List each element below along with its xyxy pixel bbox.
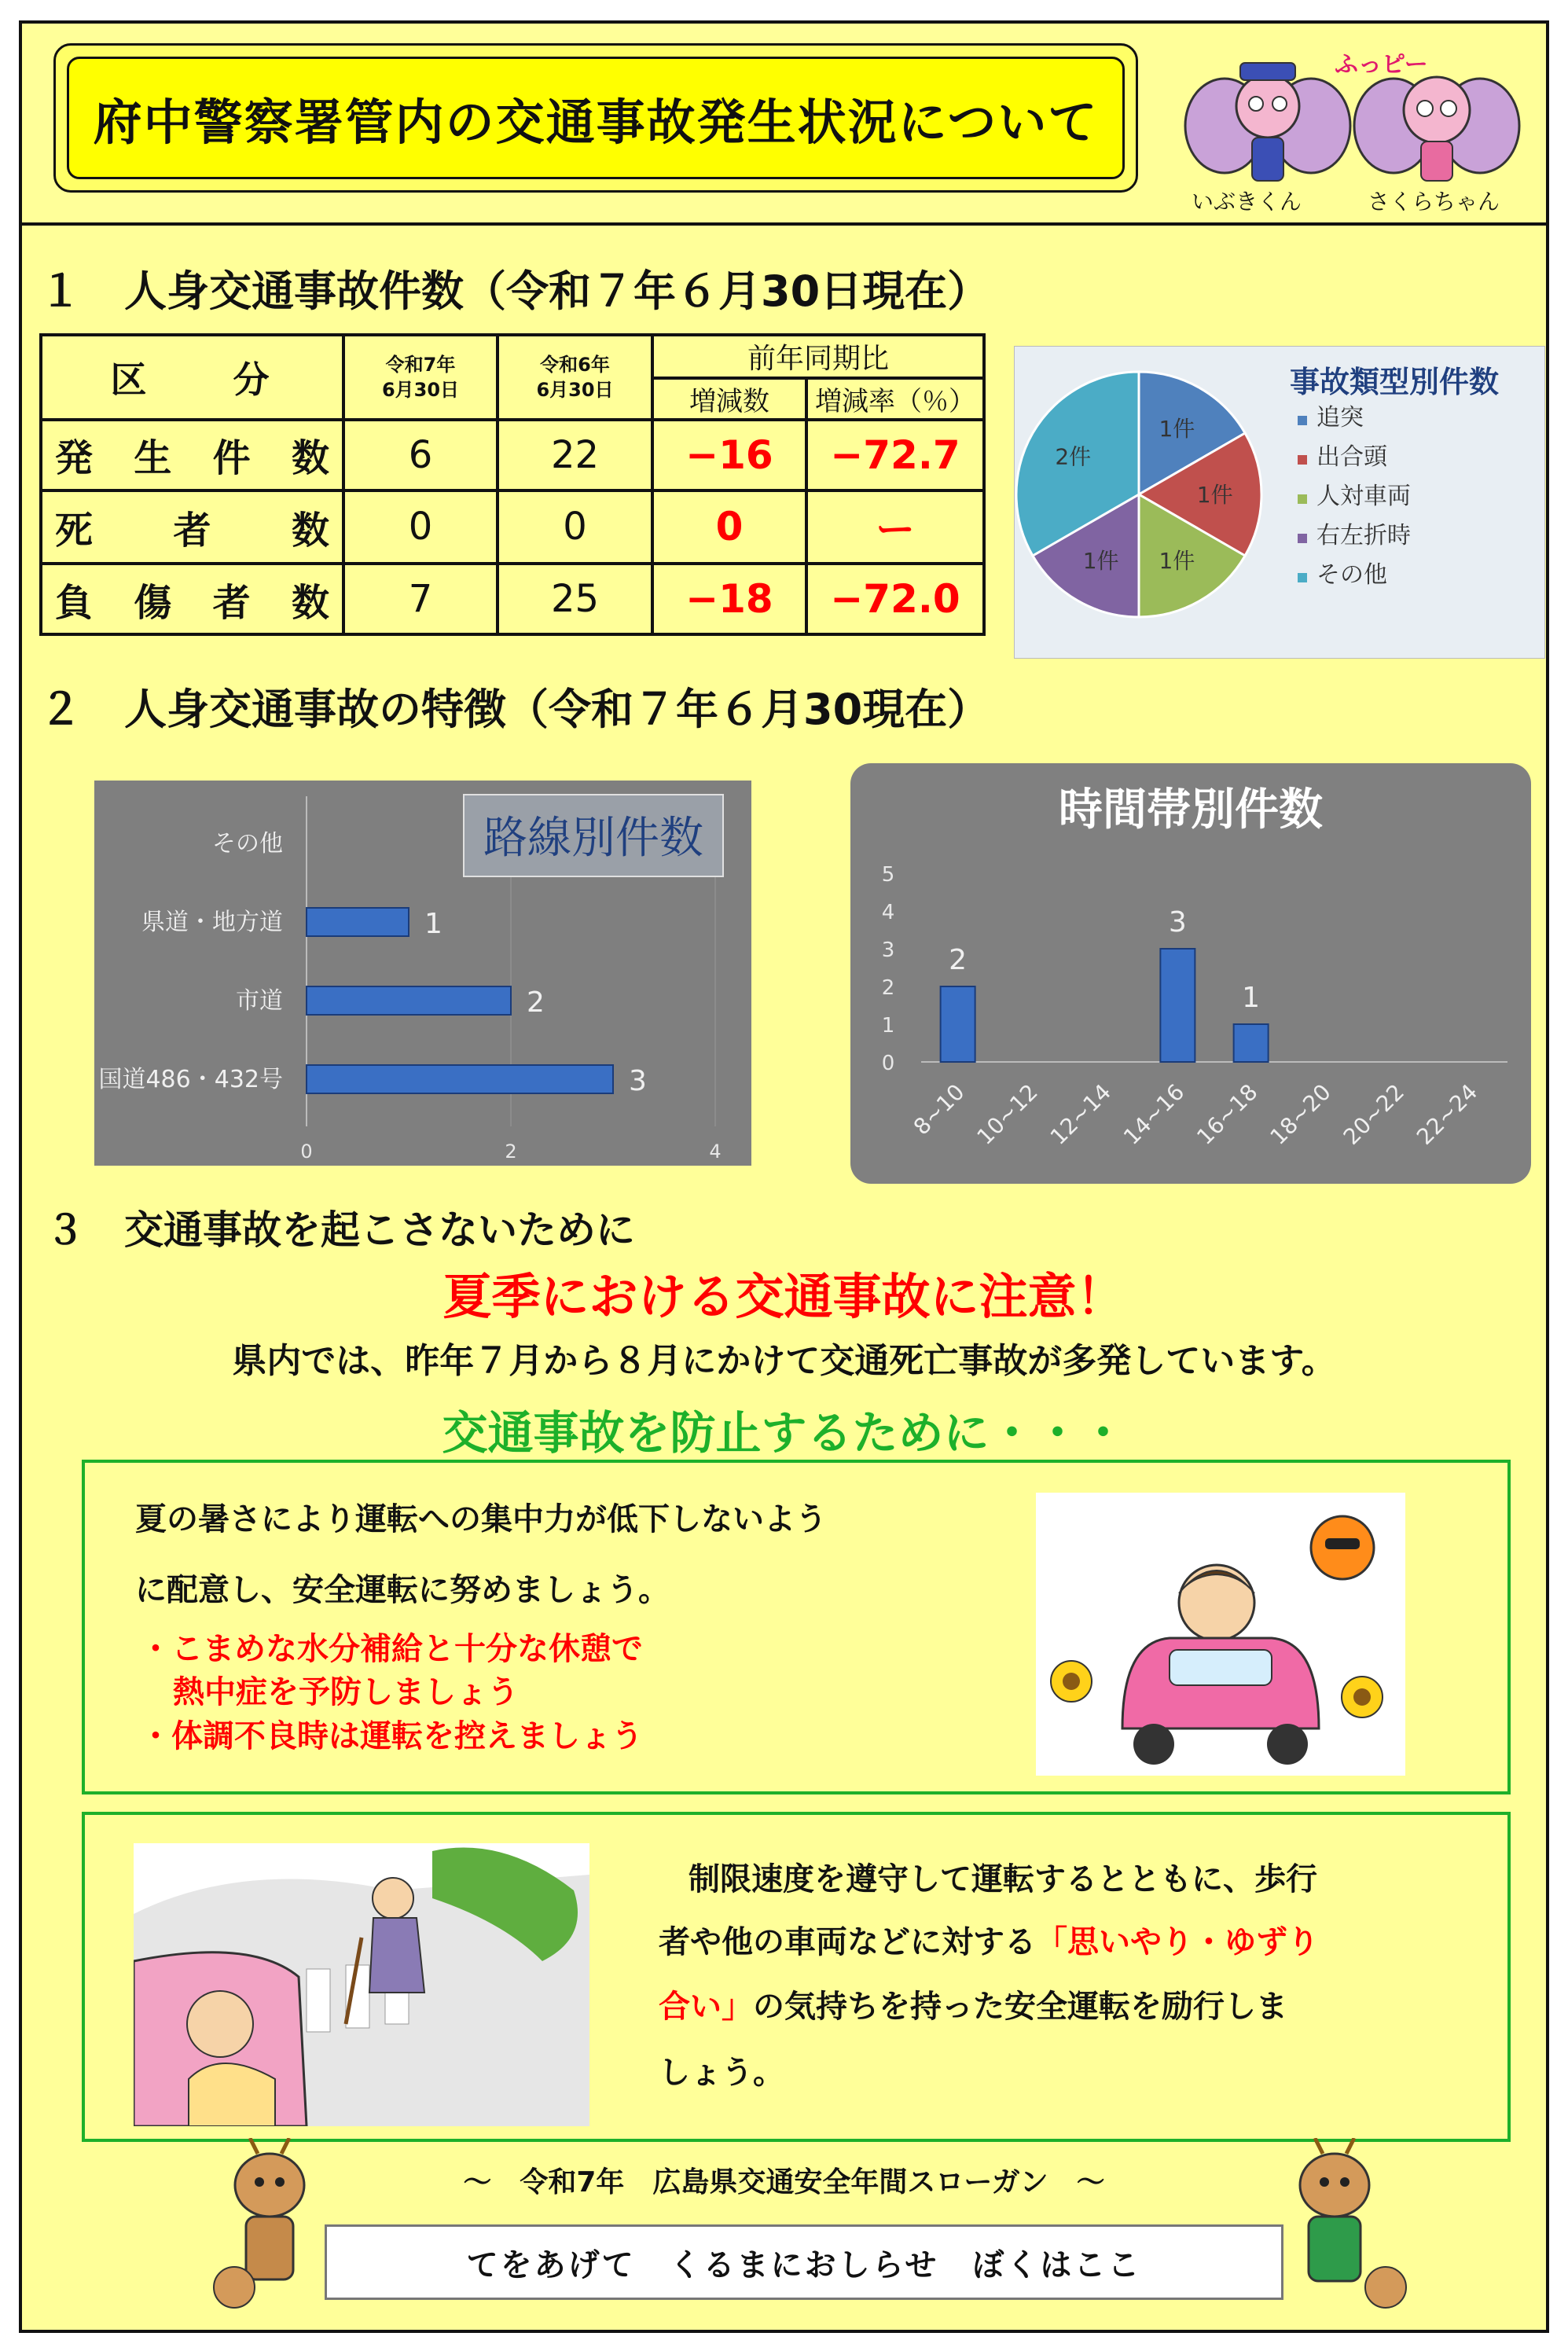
- table-header-r6: 令和6年 6月30日: [498, 335, 652, 420]
- mascot-right-label: さくらちゃん: [1368, 189, 1500, 215]
- data-label: 1: [1242, 982, 1261, 1014]
- legend-entry: 出合頭: [1316, 443, 1387, 471]
- table-row: [41, 420, 984, 490]
- consideration-phrase: 「思いやり・ゆずり: [1036, 1924, 1319, 1960]
- table-header-rate: 増減率（％）: [806, 378, 984, 420]
- pie-slice-label: 1件: [1159, 547, 1195, 574]
- table-row: [41, 490, 984, 564]
- box2-line2: 者や他の車両などに対する「思いやり・ゆずり: [659, 1924, 1319, 1960]
- category-label: その他: [212, 830, 283, 858]
- table-header-r7: 令和7年 6月30日: [343, 335, 498, 420]
- prevention-headline: 交通事故を防止するために・・・: [442, 1406, 1126, 1460]
- summer-warning-headline: 夏季における交通事故に注意！: [442, 1268, 1126, 1325]
- bar: [941, 986, 975, 1062]
- section3-heading: ３ 交通事故を起こさないために: [46, 1207, 635, 1253]
- slogan-title: ～ 令和7年 広島県交通安全年間スローガン ～: [463, 2166, 1105, 2199]
- y-tick-label: 0: [881, 1052, 895, 1075]
- box1-bullet1b: 熱中症を予防しましょう: [173, 1674, 519, 1710]
- x-tick-label: 2: [505, 1141, 517, 1163]
- legend-swatch: [1298, 573, 1307, 582]
- bar: [307, 986, 511, 1015]
- row-label-injured: 負傷者数: [41, 564, 343, 634]
- data-label: 2: [527, 986, 545, 1019]
- speed-advice-box: [82, 1812, 1511, 2142]
- table-header-diff: 増減数: [652, 378, 806, 420]
- legend-entry: その他: [1316, 561, 1387, 589]
- legend-swatch: [1298, 534, 1307, 543]
- pie-slice-label: 1件: [1159, 416, 1195, 443]
- cell-r6: 22: [498, 420, 652, 490]
- bar: [307, 908, 409, 936]
- y-tick-label: 5: [881, 863, 895, 887]
- sakura-mascot-icon: [1354, 77, 1519, 181]
- page: [19, 20, 1549, 2333]
- x-tick-label: 14~16: [1118, 1078, 1190, 1150]
- box1-line1: 夏の暑さにより運転への集中力が低下しないよう: [135, 1501, 827, 1537]
- header-divider: [22, 222, 1546, 226]
- y-tick-label: 3: [881, 939, 895, 962]
- row-label-occurrences: 発生件数: [41, 420, 343, 490]
- pie-title: 事故類型別件数: [1290, 365, 1500, 399]
- x-tick-label: 0: [300, 1141, 313, 1163]
- deer-mascot-left-icon: [203, 2138, 336, 2319]
- bar: [1160, 949, 1195, 1062]
- page-title: 府中警察署管内の交通事故発生状況について: [67, 57, 1125, 179]
- legend-swatch: [1298, 416, 1307, 425]
- cell-rate: −72.0: [806, 564, 984, 634]
- box2-line3: 合い」の気持ちを持った安全運転を励行しま: [659, 1989, 1287, 2025]
- legend-swatch: [1298, 494, 1307, 504]
- data-label: 1: [424, 908, 442, 940]
- y-tick-label: 1: [881, 1014, 895, 1038]
- x-tick-label: 18~20: [1265, 1078, 1336, 1150]
- data-label: 2: [949, 944, 968, 976]
- x-tick-label: 22~24: [1412, 1078, 1483, 1150]
- time-bar-chart: [850, 763, 1531, 1184]
- mascot-brand-label: ふっピー: [1335, 51, 1428, 79]
- chart-title: 路線別件数: [483, 813, 703, 864]
- heat-advice-box: [82, 1460, 1511, 1794]
- x-tick-label: 16~18: [1192, 1078, 1263, 1150]
- row-label-deaths: 死者数: [41, 490, 343, 564]
- box2-line4: しょう。: [659, 2055, 784, 2091]
- route-bar-chart: [94, 781, 751, 1166]
- cell-r6: 0: [498, 490, 652, 564]
- time-chart-panel: [850, 763, 1531, 1184]
- section1-heading: １ 人身交通事故件数（令和７年６月30日現在）: [39, 266, 990, 316]
- cell-r7: 0: [343, 490, 498, 564]
- accident-stats-table: [39, 333, 986, 636]
- section2-heading: ２ 人身交通事故の特徴（令和７年６月30現在）: [39, 685, 990, 734]
- x-tick-label: 8~10: [908, 1078, 970, 1141]
- box2-line1: 制限速度を遵守して運転するとともに、歩行: [689, 1861, 1317, 1897]
- cell-diff: 0: [652, 490, 806, 564]
- cell-diff: −18: [652, 564, 806, 634]
- cell-r7: 6: [343, 420, 498, 490]
- bar: [307, 1065, 613, 1093]
- legend-entry: 右左折時: [1316, 522, 1411, 549]
- ibuki-mascot-icon: [1185, 63, 1350, 181]
- notice-text: 県内では、昨年７月から８月にかけて交通死亡事故が多発しています。: [232, 1341, 1336, 1381]
- pie-slice-label: 2件: [1055, 443, 1092, 470]
- box1-bullet2: ・体調不良時は運転を控えましょう: [140, 1718, 643, 1754]
- cell-r6: 25: [498, 564, 652, 634]
- pie-chart: [1015, 347, 1544, 658]
- pie-slice-label: 1件: [1082, 547, 1119, 574]
- x-tick-label: 10~12: [971, 1078, 1043, 1150]
- box1-bullet1a: ・こまめな水分補給と十分な休憩で: [140, 1631, 643, 1667]
- cell-rate: ー: [806, 490, 984, 564]
- pie-slice-label: 1件: [1196, 482, 1233, 508]
- legend-swatch: [1298, 455, 1307, 465]
- table-header-compare: 前年同期比: [652, 335, 984, 378]
- category-label: 県道・地方道: [141, 909, 283, 936]
- slogan-banner: てをあげて くるまにおしらせ ぼくはここ: [325, 2224, 1283, 2300]
- cell-diff: −16: [652, 420, 806, 490]
- y-tick-label: 4: [881, 901, 895, 924]
- data-label: 3: [629, 1065, 647, 1097]
- category-label: 国道486・432号: [98, 1066, 283, 1093]
- legend-entry: 追突: [1316, 404, 1364, 432]
- bar: [1234, 1024, 1269, 1062]
- table-header-category: 区 分: [41, 335, 343, 420]
- hot-driver-illustration: [1036, 1493, 1405, 1776]
- pie-chart-panel: [1014, 346, 1545, 659]
- mascot-left-label: いぶきくん: [1192, 189, 1302, 215]
- data-label: 3: [1168, 906, 1187, 939]
- y-tick-label: 2: [881, 976, 895, 1000]
- chart-title: 時間帯別件数: [1059, 784, 1323, 836]
- pedestrian-crossing-illustration: [134, 1843, 589, 2126]
- cell-rate: −72.7: [806, 420, 984, 490]
- category-label: 市道: [236, 987, 283, 1015]
- x-tick-label: 4: [709, 1141, 722, 1163]
- route-chart-panel: [94, 781, 751, 1166]
- box1-line2: に配意し、安全運転に努めましょう。: [135, 1572, 670, 1608]
- x-tick-label: 12~14: [1045, 1078, 1117, 1150]
- x-tick-label: 20~22: [1338, 1078, 1410, 1150]
- table-row: [41, 564, 984, 634]
- title-frame: [53, 43, 1138, 193]
- legend-entry: 人対車両: [1316, 483, 1411, 510]
- cell-r7: 7: [343, 564, 498, 634]
